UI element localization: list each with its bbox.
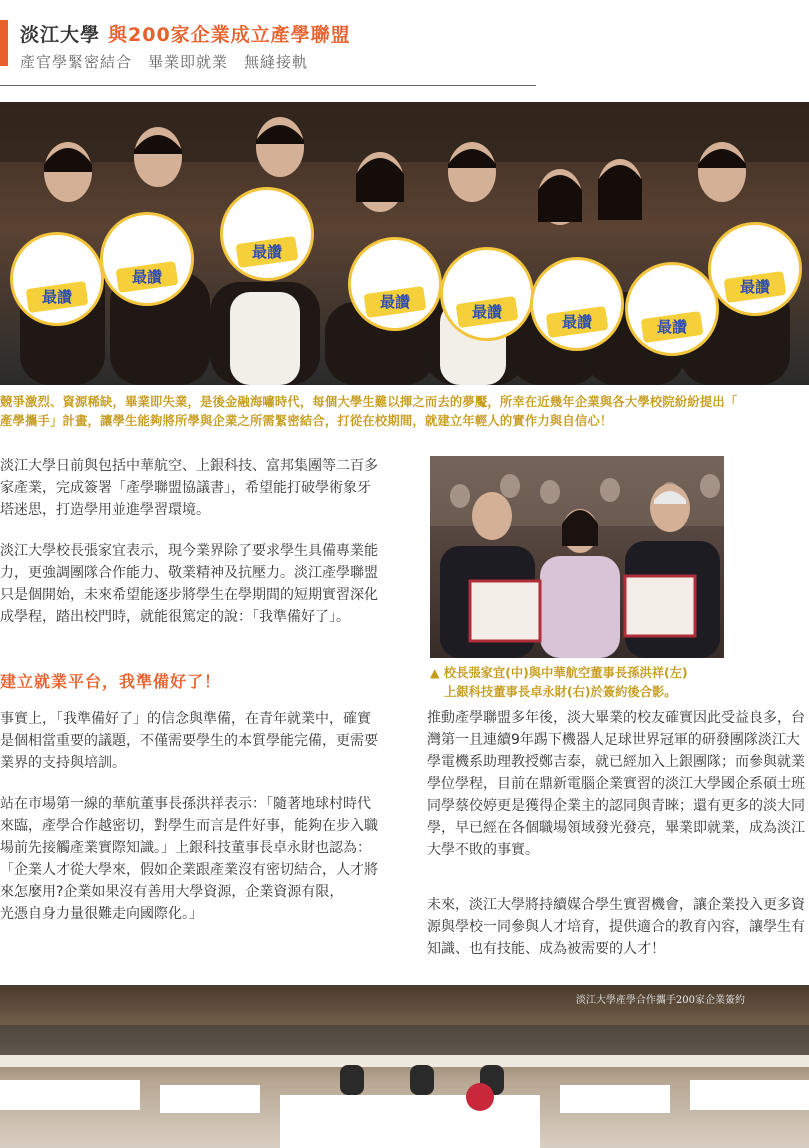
sign-label: 最讚 bbox=[379, 293, 410, 311]
sign-label: 最讚 bbox=[131, 268, 162, 286]
article-paragraph: 事實上，「我準備好了」的信念與準備，在青年就業中，確實是個相當重要的議題，不僅需要學生的本質學能完備，更需要業界的支持與培訓。 bbox=[0, 711, 378, 771]
article-text: 站在市場第一線的華航董事長孫洪祥表示：「隨著地球村時代來臨，產學合作越密切，對學生而言是件好事，能夠在步入職場前先接觸產業實際知識。」上銀科技董事長卓永財也認為：「企業人才從大學來，假如企業跟產業沒有密切結合，人才將來怎麼用?企業如果沒有善用大學資源，企業資源有限， bbox=[0, 796, 378, 900]
thumbs-up-sign bbox=[530, 257, 624, 351]
sign-label: 最讚 bbox=[41, 288, 72, 306]
thumbs-up-sign bbox=[100, 212, 194, 306]
thumbs-up-sign bbox=[625, 262, 719, 356]
thumbs-up-sign bbox=[220, 187, 314, 281]
sign-label: 最讚 bbox=[739, 278, 770, 296]
ceremony-hall-figures bbox=[0, 985, 809, 1148]
page-subtitle: 產官學緊密結合 畢業即就業 無縫接軌 bbox=[20, 53, 309, 71]
article-paragraph: 淡江大學校長張家宜表示，現今業界除了要求學生具備專業能力，更強調團隊合作能力、敬業精神及抗壓力。淡江產學聯盟只是個開始，未來希望能逐步將學生在學期間的短期實習深化成學程，踏出校門時，就能很篤定的說：「我準備好了」。 bbox=[0, 543, 378, 625]
signing-photo bbox=[430, 456, 724, 658]
sign-label: 最讚 bbox=[251, 243, 282, 261]
article-text: 光憑自身力量很難走向國際化。」 bbox=[0, 906, 203, 922]
header-divider bbox=[0, 85, 536, 86]
banner-caption-line: 產學攜手」計畫，讓學生能夠將所學與企業之所需緊密結合，打從在校期間，就建立年輕人的實作力與自信心！ bbox=[0, 414, 613, 428]
thumbs-up-sign bbox=[440, 247, 534, 341]
article-paragraph: 推動產學聯盟多年後，淡大畢業的校友確實因此受益良多，台灣第一且連續9年踢下機器人足球世界冠軍的研發團隊淡江大學電機系助理教授鄭吉泰，就已經加入上銀團隊；而參與就業學位學程，目前在鼎新電腦企業實習的淡江大學國企系碩士班同學蔡佼婷更是獲得企業主的認同與青睞；還有更多的淡大同學，早已經在各個職場領域發光發亮，畢業即就業，成為淡江大學不敗的事實。 bbox=[427, 710, 805, 858]
article-paragraph bbox=[0, 793, 378, 925]
banner-caption-line: 競爭激烈、資源稀缺，畢業即失業，是後金融海嘯時代，每個大學生難以揮之而去的夢魘，所幸在近幾年企業與各大學校院紛紛提出「 bbox=[0, 395, 738, 409]
page-title bbox=[20, 20, 351, 47]
thumbs-up-sign bbox=[10, 232, 104, 326]
sign-label: 最讚 bbox=[471, 303, 502, 321]
header-accent-bar bbox=[0, 20, 8, 66]
photo-caption-banner bbox=[0, 393, 809, 431]
group-photo bbox=[0, 102, 809, 385]
thumbs-up-sign bbox=[708, 222, 802, 316]
sign-label: 最讚 bbox=[656, 318, 687, 336]
signing-photo-figures bbox=[430, 456, 724, 658]
ceremony-hall-photo bbox=[0, 985, 809, 1148]
caption-line: ▲ 校長張家宜(中)與中華航空董事長孫洪祥(左) bbox=[430, 666, 688, 680]
title-main: 淡江大學 bbox=[20, 24, 101, 46]
section-heading: 建立就業平台，我準備好了！ bbox=[0, 672, 222, 691]
sign-label: 最讚 bbox=[561, 313, 592, 331]
article-paragraph: 淡江大學日前與包括中華航空、上銀科技、富邦集團等二百多家產業，完成簽署「產學聯盟協議書」，希望能打破學術象牙塔迷思，打造學用並進學習環境。 bbox=[0, 458, 378, 518]
caption-line: 上銀科技董事長卓永財(右)於簽約後合影。 bbox=[444, 685, 677, 699]
thumbs-up-sign bbox=[348, 237, 442, 331]
title-accent: 與200家企業成立產學聯盟 bbox=[108, 24, 351, 46]
signing-photo-caption bbox=[430, 664, 688, 702]
hall-photo-label: 淡江大學產學合作攜手200家企業簽約 bbox=[575, 995, 745, 1006]
article-paragraph: 未來，淡江大學將持續媒合學生實習機會，讓企業投入更多資源與學校一同參與人才培育，提供適合的教育內容，讓學生有知識、也有技能、成為被需要的人才！ bbox=[427, 897, 805, 957]
